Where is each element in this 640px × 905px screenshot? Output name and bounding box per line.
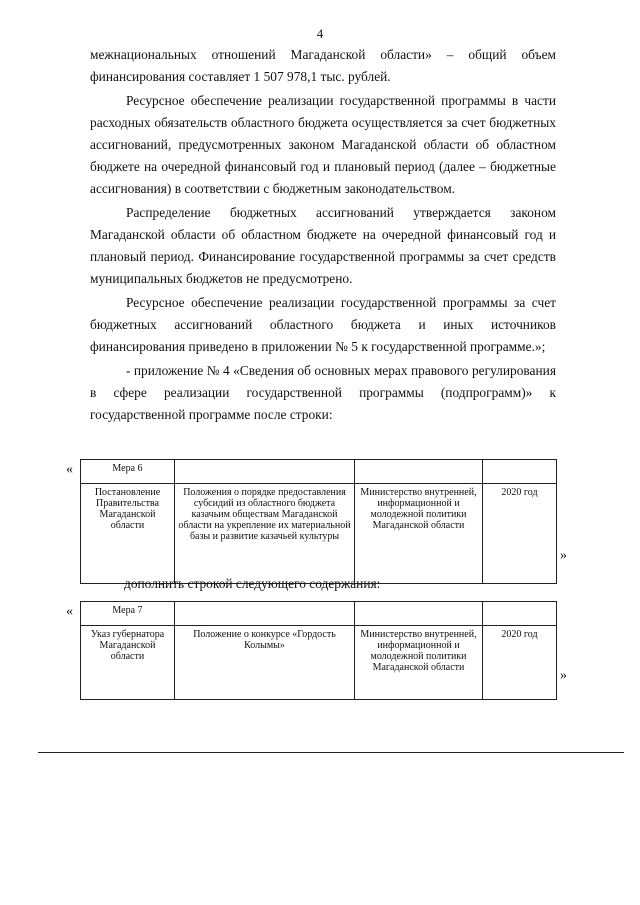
act-content-cell: Положение о конкурсе «Гордость Колымы» [175, 626, 355, 700]
act-type-cell: Указ губернатора Магаданской области [81, 626, 175, 700]
table-row [81, 602, 557, 626]
act-content-cell: Положения о порядке предоставления субсидий из областного бюджета казачьим обществам Магаданской области на укрепление их материальной базы и развитие казачьей культуры [175, 484, 355, 584]
table-cell [355, 460, 483, 484]
paragraph-5: - приложение № 4 «Сведения об основных мерах правового регулирования в сфере реализации государственной программы (подпрограмм)» к государственной программе после строки: [90, 363, 556, 422]
table1-open-quote: « [66, 462, 73, 477]
measures-table-1 [80, 459, 557, 584]
table-cell [355, 602, 483, 626]
table-row [81, 460, 557, 484]
measure-number-cell: Мера 6 [81, 460, 175, 484]
table1-close-quote: » [560, 548, 567, 563]
paragraph-3: Распределение бюджетных ассигнований утверждается законом Магаданской области об областном бюджете на очередной финансовый год и плановый период. Финансирование государственной программы за счет средств муниципальных бюджетов не предусмотрено. [90, 205, 556, 286]
table-cell [483, 602, 557, 626]
deadline-cell: 2020 год [483, 626, 557, 700]
executor-cell: Министерство внутренней, информационной и молодежной политики Магаданской области [355, 484, 483, 584]
table2-open-quote: « [66, 604, 73, 619]
paragraph-1: межнациональных отношений Магаданской области» – общий объем финансирования составляет 1 507 978,1 тыс. рублей. [90, 47, 556, 84]
act-type-cell: Постановление Правительства Магаданской области [81, 484, 175, 584]
body-text [90, 44, 556, 426]
measures-table-2 [80, 601, 557, 700]
table2-close-quote: » [560, 668, 567, 683]
table-row [81, 484, 557, 584]
table-cell [175, 602, 355, 626]
executor-cell: Министерство внутренней, информационной и молодежной политики Магаданской области [355, 626, 483, 700]
table-row [81, 626, 557, 700]
paragraph-4: Ресурсное обеспечение реализации государственной программы за счет бюджетных ассигнований областного бюджета и иных источников финансирования приведено в приложении № 5 к государственной программе.»; [90, 295, 556, 354]
add-row-instruction: дополнить строкой следующего содержания: [124, 576, 381, 591]
measure-number-cell: Мера 7 [81, 602, 175, 626]
paragraph-2: Ресурсное обеспечение реализации государственной программы в части расходных обязательств областного бюджета осуществляется за счет бюджетных ассигнований, предусмотренных законом Магаданской области об областном бюджете на очередной финансовый год и плановый период (далее – бюджетные ассигнования) в соответствии с бюджетным законодательством. [90, 93, 556, 196]
bottom-divider [38, 752, 624, 753]
page-number: 4 [316, 26, 324, 41]
table-cell [175, 460, 355, 484]
deadline-cell: 2020 год [483, 484, 557, 584]
table-cell [483, 460, 557, 484]
